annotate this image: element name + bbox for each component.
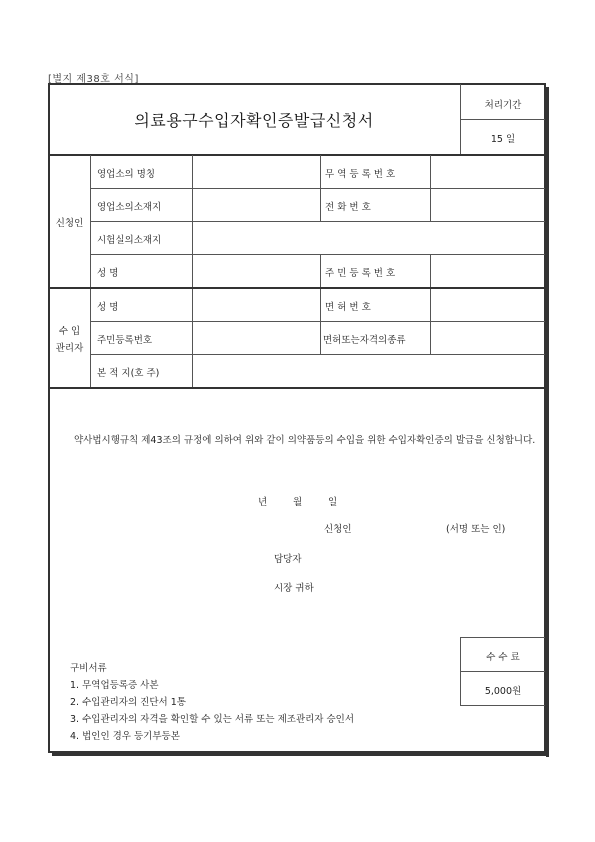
applicant-resident-no-label: 주 민 등 록 번 호 xyxy=(325,268,396,279)
manager-section-label-line2: 관리자 xyxy=(55,343,84,354)
form-number-label: [별지 제38호 서식] xyxy=(48,74,139,85)
processing-period-label: 처리기간 xyxy=(484,100,522,111)
date-month-label: 월 xyxy=(293,497,303,508)
processing-period-value: 15 일 xyxy=(490,134,516,145)
trade-reg-no-field[interactable] xyxy=(431,155,545,188)
business-address-field[interactable] xyxy=(193,189,320,221)
domicile-field[interactable] xyxy=(193,355,545,387)
fee-box-bottom xyxy=(460,705,545,706)
officer-label: 담당자 xyxy=(274,554,302,565)
lab-address-label: 시험실의소재지 xyxy=(97,235,162,246)
date-year-label: 년 xyxy=(258,497,268,508)
business-address-label: 영업소의소재지 xyxy=(97,202,162,213)
addressee-label: 시장 귀하 xyxy=(274,583,314,594)
license-no-field[interactable] xyxy=(431,288,545,321)
table-bottom-line xyxy=(49,387,545,389)
required-documents-heading: 구비서류 xyxy=(70,663,107,674)
manager-name-label: 성 명 xyxy=(97,302,119,313)
required-document-item: 1. 무역업등록증 사본 xyxy=(70,680,159,691)
manager-resident-no-label: 주민등록번호 xyxy=(97,335,153,346)
mid-column-divider-bottom xyxy=(320,254,321,354)
applicant-resident-no-field[interactable] xyxy=(431,255,545,287)
applicant-section-label: 신청인 xyxy=(55,218,84,229)
frame-shadow-right xyxy=(546,87,549,757)
signature-applicant-label: 신청인 xyxy=(324,524,352,535)
lab-address-field[interactable] xyxy=(193,222,545,254)
fee-box-divider xyxy=(460,671,545,672)
trade-reg-no-label: 무 역 등 록 번 호 xyxy=(325,169,396,180)
required-document-item: 4. 법인인 경우 등기부등본 xyxy=(70,731,180,742)
manager-section-label-line1: 수 입 xyxy=(58,326,81,337)
license-type-label: 면허또는자격의종류 xyxy=(323,335,406,346)
date-day-label: 일 xyxy=(328,497,338,508)
fee-label: 수 수 료 xyxy=(486,652,520,663)
phone-label: 전 화 번 호 xyxy=(325,202,371,213)
license-no-label: 면 허 번 호 xyxy=(325,302,371,313)
applicant-name-field[interactable] xyxy=(193,255,320,287)
processing-divider xyxy=(460,119,545,120)
manager-resident-no-field[interactable] xyxy=(193,322,320,354)
required-document-item: 2. 수입관리자의 진단서 1통 xyxy=(70,697,186,708)
manager-name-field[interactable] xyxy=(193,288,320,321)
frame-shadow-bottom xyxy=(52,753,549,756)
application-statement: 약사법시행규칙 제43조의 규정에 의하여 위와 같이 의약품등의 수입을 위한 수입자확인증의 발급을 신청합니다. xyxy=(74,435,536,446)
fee-value: 5,000원 xyxy=(484,686,522,697)
business-name-field[interactable] xyxy=(193,155,320,188)
required-document-item: 3. 수입관리자의 자격을 확인할 수 있는 서류 또는 제조관리자 승인서 xyxy=(70,714,355,725)
license-type-field[interactable] xyxy=(431,322,545,354)
fee-box-top xyxy=(460,637,545,638)
signature-note: (서명 또는 인) xyxy=(446,524,506,535)
business-name-label: 영업소의 명칭 xyxy=(97,169,156,180)
section-column-divider xyxy=(90,155,91,387)
domicile-label: 본 적 지(호 주) xyxy=(97,368,160,379)
signature-field[interactable] xyxy=(365,516,443,536)
applicant-name-label: 성 명 xyxy=(97,268,119,279)
required-documents xyxy=(70,660,354,745)
form-title: 의료용구수입자확인증발급신청서 xyxy=(134,111,374,130)
phone-field[interactable] xyxy=(431,189,545,221)
